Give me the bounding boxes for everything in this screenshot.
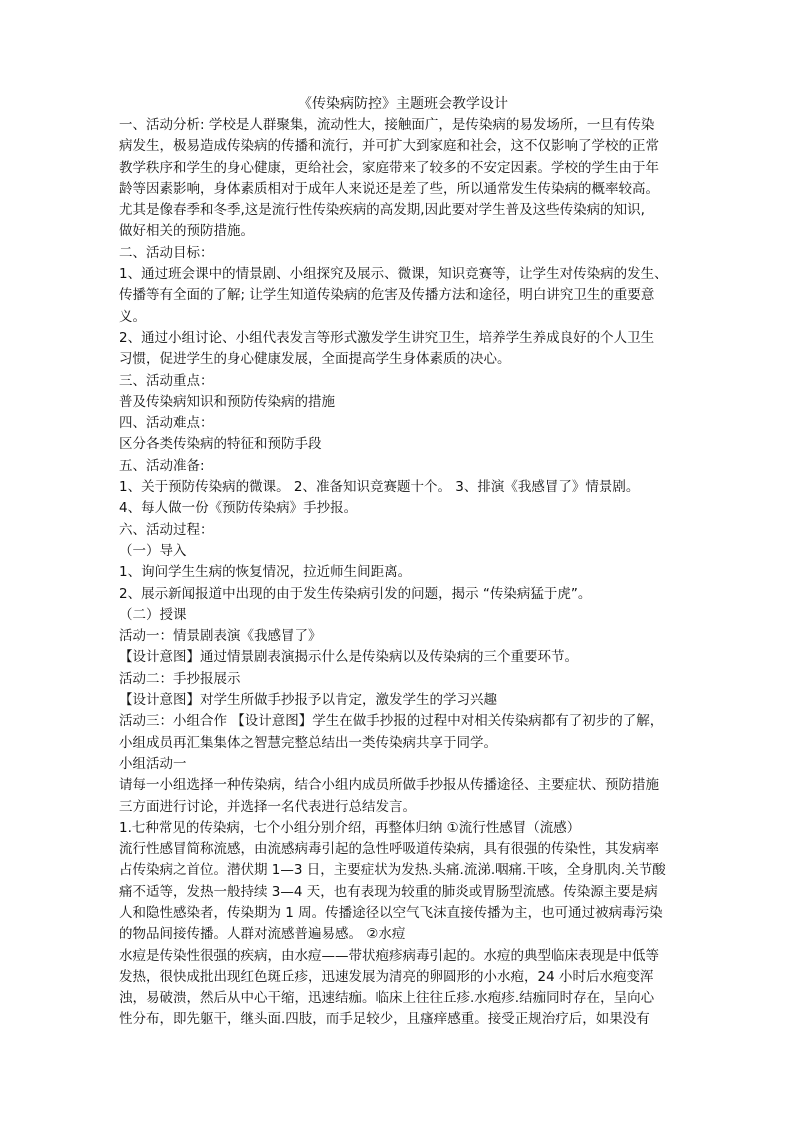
section-heading-focus: 三、活动重点： (119, 372, 214, 389)
subsection-heading-teaching: （二）授课 (119, 606, 187, 623)
paragraph-line: 活动二：手抄报展示 (119, 670, 241, 687)
paragraph-line: 水痘是传染性很强的疾病，由水痘——带状疱疹病毒引起的。水痘的典型临床表现是中低等 (119, 947, 659, 964)
paragraph-line: 的物品间接传播。人群对流感普遍易感。 ②水痘 (119, 926, 406, 943)
paragraph-line: 做好相关的预防措施。 (119, 223, 254, 240)
document-body (119, 94, 687, 1031)
paragraph-line: 【设计意图】通过情景剧表演揭示什么是传染病以及传染病的三个重要环节。 (119, 649, 578, 666)
paragraph-line: 1、关于预防传染病的微课。 2、准备知识竞赛题十个。 3、排演《我感冒了》情景剧。 (119, 479, 640, 496)
paragraph-line: 病发生，极易造成传染病的传播和流行，并可扩大到家庭和社会，这不仅影响了学校的正常 (119, 138, 659, 155)
paragraph-line: 1、询问学生生病的恢复情况，拉近师生间距离。 (119, 564, 412, 581)
paragraph-line: 一、活动分析: 学校是人群聚集，流动性大，接触面广，是传染病的易发场所，一旦有传染 (119, 117, 655, 133)
paragraph-line: 痛不适等，发热一般持续 3—4 天，也有表现为较重的肺炎或胃肠型流感。传染源主要是病 (119, 883, 658, 900)
paragraph-line: 2、通过小组讨论、小组代表发言等形式激发学生讲究卫生，培养学生养成良好的个人卫生 (119, 329, 655, 346)
paragraph-line: 1、通过班会课中的情景剧、小组探究及展示、微课，知识竞赛等，让学生对传染病的发生、 (119, 266, 668, 283)
paragraph-line: 普及传染病知识和预防传染病的措施 (119, 393, 335, 410)
paragraph-line: 4、每人做一份《预防传染病》手抄报。 (119, 500, 358, 517)
section-heading-process: 六、活动过程： (119, 521, 214, 538)
document-title: 《传染病防控》主题班会教学设计 (298, 96, 508, 112)
paragraph-line: 流行性感冒简称流感，由流感病毒引起的急性呼吸道传染病，具有很强的传染性，其发病率 (119, 841, 659, 858)
paragraph-line: 活动三：小组合作 【设计意图】学生在做手抄报的过程中对相关传染病都有了初步的了解， (119, 713, 664, 730)
paragraph-line: 发热，很快成批出现红色斑丘疹，迅速发展为清亮的卵圆形的小水疱，24 小时后水疱变浑 (119, 968, 654, 985)
subsection-heading-intro: （一）导入 (119, 542, 187, 559)
section-heading-preparation: 五、活动准备: (119, 457, 205, 474)
paragraph-line: 小组成员再汇集集体之智慧完整总结出一类传染病共享于同学。 (119, 734, 497, 751)
paragraph-line: 人和隐性感染者，传染期为 1 周。传播途径以空气飞沫直接传播为主，也可通过被病毒污染 (119, 904, 663, 921)
paragraph-line: 习惯，促进学生的身心健康发展，全面提高学生身体素质的决心。 (119, 351, 511, 368)
paragraph-line: 占传染病之首位。潜伏期 1—3 日，主要症状为发热.头痛.流涕.咽痛.干咳，全身肌肉.关节酸 (119, 862, 666, 879)
paragraph-line: 1.七种常见的传染病，七个小组分别介绍，再整体归纳 ①流行性感冒（流感） (119, 819, 581, 836)
section-heading-goals: 二、活动目标： (119, 244, 214, 261)
paragraph-line: 小组活动一 (119, 755, 187, 772)
paragraph-line: 【设计意图】对学生所做手抄报予以肯定，激发学生的学习兴趣 (119, 692, 497, 709)
paragraph-line: 2、展示新闻报道中出现的由于发生传染病引发的问题，揭示 “传染病猛于虎”。 (119, 585, 592, 602)
paragraph-line: 尤其是像春季和冬季,这是流行性传染疾病的高发期,因此要对学生普及这些传染病的知识, (119, 202, 645, 219)
paragraph-line: 浊，易破溃，然后从中心干缩，迅速结痂。临床上往往丘疹.水疱疹.结痂同时存在，呈向心 (119, 990, 655, 1007)
paragraph-line: 活动一：情景剧表演《我感冒了》 (119, 628, 322, 645)
paragraph-line: 性分布，即先躯干，继头面.四肢，而手足较少，且瘙痒感重。接受正规治疗后，如果没有 (119, 1011, 650, 1028)
paragraph-line: 传播等有全面的了解; 让学生知道传染病的危害及传播方法和途径，明白讲究卫生的重要意 (119, 287, 655, 304)
paragraph-line: 龄等因素影响，身体素质相对于成年人来说还是差了些，所以通常发生传染病的概率较高。 (119, 180, 659, 197)
paragraph-line: 区分各类传染病的特征和预防手段 (119, 436, 322, 453)
paragraph-line: 三方面进行讨论，并选择一名代表进行总结发言。 (119, 798, 416, 815)
paragraph-line: 请每一小组选择一种传染病，结合小组内成员所做手抄报从传播途径、主要症状、预防措施 (119, 777, 659, 794)
section-heading-difficulty: 四、活动难点： (119, 415, 214, 432)
paragraph-line: 义。 (119, 308, 146, 325)
paragraph-line: 教学秩序和学生的身心健康，更给社会，家庭带来了较多的不安定因素。学校的学生由于年 (119, 159, 659, 176)
